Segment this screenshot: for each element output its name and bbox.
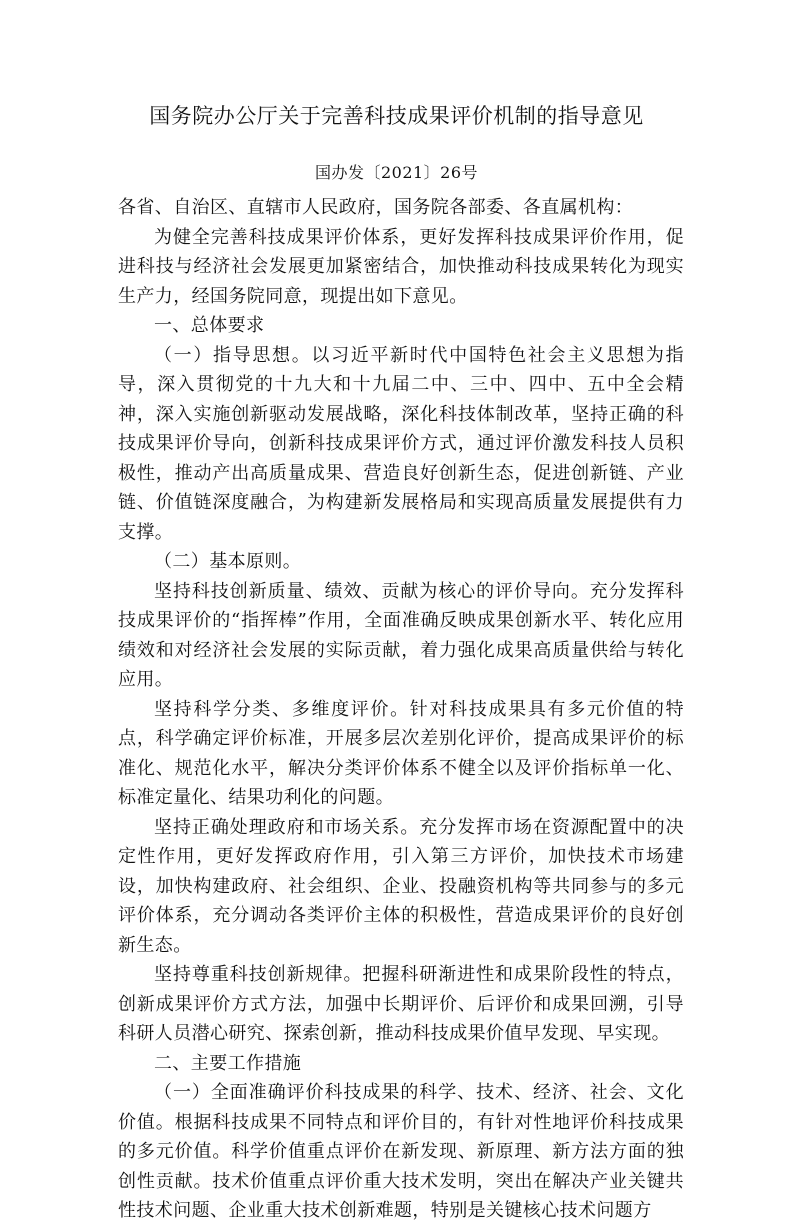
subsection-heading: （二）基本原则。	[154, 551, 302, 572]
paragraph: （一）全面准确评价科技成果的科学、技术、经济、社会、文化价值。根据科技成果不同特点和评价目的，有针对性地评价科技成果的多元价值。科学价值重点评价在新发现、新原理、新方法方面的独创性贡献。技术价值重点评价重大技术发明，突出在解决产业关键共性技术问题、企业重大技术创新难题，特别是关键核心技术问题方	[118, 1082, 684, 1221]
paragraph: （一）指导思想。以习近平新时代中国特色社会主义思想为指导，深入贯彻党的十九大和十九届二中、三中、四中、五中全会精神，深入实施创新驱动发展战略，深化科技体制改革，坚持正确的科技成果评价导向，创新科技成果评价方式，通过评价激发科技人员积极性，推动产出高质量成果、营造良好创新生态，促进创新链、产业链、价值链深度融合，为构建新发展格局和实现高质量发展提供有力支撑。	[118, 344, 684, 543]
document-body	[118, 193, 684, 1226]
paragraph: 为健全完善科技成果评价体系，更好发挥科技成果评价作用，促进科技与经济社会发展更加紧密结合，加快推动科技成果转化为现实生产力，经国务院同意，现提出如下意见。	[118, 226, 684, 307]
paragraph: 坚持尊重科技创新规律。把握科研渐进性和成果阶段性的特点，创新成果评价方式方法，加强中长期评价、后评价和成果回溯，引导科研人员潜心研究、探索创新，推动科技成果价值早发现、早实现。	[118, 964, 684, 1044]
section-heading: 二、主要工作措施	[154, 1052, 302, 1074]
section-heading: 一、总体要求	[154, 315, 265, 336]
paragraph: 坚持正确处理政府和市场关系。充分发挥市场在资源配置中的决定性作用，更好发挥政府作用，引入第三方评价，加快技术市场建设，加快构建政府、社会组织、企业、投融资机构等共同参与的多元评价体系，充分调动各类评价主体的积极性，营造成果评价的良好创新生态。	[118, 816, 684, 956]
paragraph: 坚持科技创新质量、绩效、贡献为核心的评价导向。充分发挥科技成果评价的“指挥棒”作用，全面准确反映成果创新水平、转化应用绩效和对经济社会发展的实际贡献，着力强化成果高质量供给与转化应用。	[118, 580, 684, 690]
paragraph: 坚持科学分类、多维度评价。针对科技成果具有多元价值的特点，科学确定评价标准，开展多层次差别化评价，提高成果评价的标准化、规范化水平，解决分类评价体系不健全以及评价指标单一化、标准定量化、结果功利化的问题。	[118, 698, 684, 808]
document-title: 国务院办公厅关于完善科技成果评价机制的指导意见	[149, 104, 644, 128]
addressee: 各省、自治区、直辖市人民政府，国务院各部委、各直属机构：	[118, 197, 634, 218]
document-number: 国办发〔2021〕26号	[314, 163, 479, 182]
